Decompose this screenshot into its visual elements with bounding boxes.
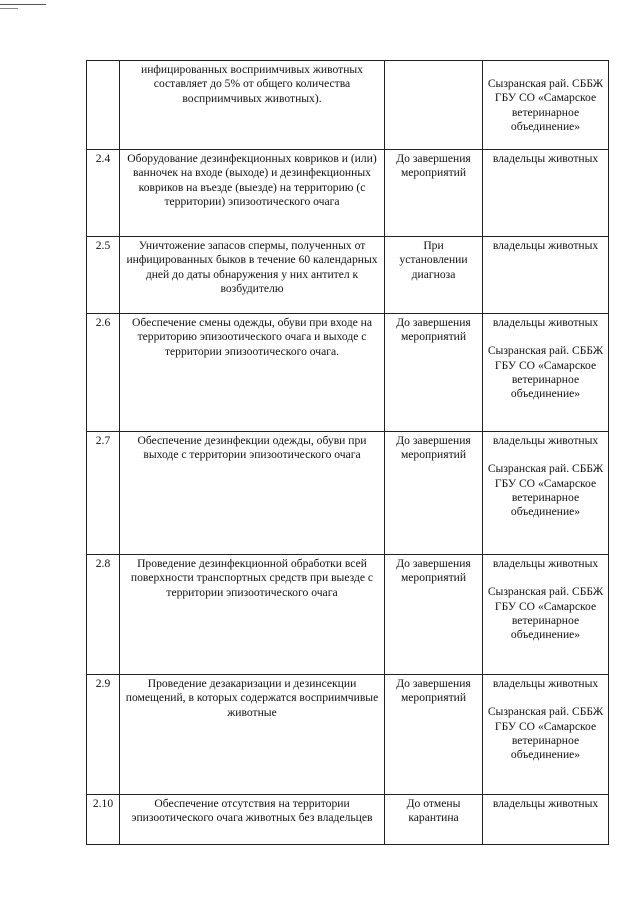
responsible-text: владельцы животных bbox=[492, 152, 599, 165]
responsible-text: Сызранская рай. СББЖ ГБУ СО «Самарское ветеринарное объединение» bbox=[487, 705, 604, 762]
row-term: До завершения мероприятий bbox=[385, 314, 483, 432]
row-action: Обеспечение отсутствия на территории эпизоотического очага животных без владельцев bbox=[120, 795, 385, 845]
row-action: Проведение дезинфекционной обработки всей поверхности транспортных средств при выезде с территории эпизоотического очага bbox=[120, 555, 385, 675]
row-number: 2.6 bbox=[87, 314, 120, 432]
row-term: До завершения мероприятий bbox=[385, 555, 483, 675]
row-action: инфицированных восприимчивых животных составляет до 5% от общего количества восприимчивых животных). bbox=[120, 61, 385, 150]
table-row bbox=[87, 237, 609, 314]
row-number: 2.8 bbox=[87, 555, 120, 675]
responsible-text: Сызранская рай. СББЖ ГБУ СО «Самарское ветеринарное объединение» bbox=[487, 585, 604, 642]
row-number: 2.7 bbox=[87, 432, 120, 555]
row-term: До завершения мероприятий bbox=[385, 150, 483, 237]
row-number: 2.10 bbox=[87, 795, 120, 845]
row-term: До отмены карантина bbox=[385, 795, 483, 845]
responsible-text: Сызранская рай. СББЖ ГБУ СО «Самарское ветеринарное объединение» bbox=[487, 462, 604, 519]
row-action: Обеспечение дезинфекции одежды, обуви при выходе с территории эпизоотического очага bbox=[120, 432, 385, 555]
table-row bbox=[87, 61, 609, 150]
row-responsible bbox=[483, 237, 609, 314]
table-row bbox=[87, 555, 609, 675]
row-action: Оборудование дезинфекционных ковриков и (или) ванночек на входе (выходе) и дезинфекционных ковриков на въезде (выезде) на территорию (с территории) эпизоотического очага bbox=[120, 150, 385, 237]
row-number bbox=[87, 61, 120, 150]
table-row bbox=[87, 150, 609, 237]
row-term: До завершения мероприятий bbox=[385, 675, 483, 795]
table-row bbox=[87, 795, 609, 845]
responsible-text: Сызранская рай. СББЖ ГБУ СО «Самарское ветеринарное объединение» bbox=[487, 344, 604, 401]
row-action: Проведение дезакаризации и дезинсекции помещений, в которых содержатся восприимчивые животные bbox=[120, 675, 385, 795]
row-responsible bbox=[483, 314, 609, 432]
responsible-text: владельцы животных bbox=[492, 797, 599, 810]
table-row bbox=[87, 314, 609, 432]
scan-corner-mark bbox=[0, 4, 46, 5]
row-term: При установлении диагноза bbox=[385, 237, 483, 314]
measures-table bbox=[86, 60, 609, 845]
row-responsible bbox=[483, 150, 609, 237]
row-action: Уничтожение запасов спермы, полученных от инфицированных быков в течение 60 календарных дней до даты обнаружения у них антител к возбудителю bbox=[120, 237, 385, 314]
row-number: 2.4 bbox=[87, 150, 120, 237]
row-number: 2.5 bbox=[87, 237, 120, 314]
row-term bbox=[385, 61, 483, 150]
table-row bbox=[87, 675, 609, 795]
row-responsible bbox=[483, 675, 609, 795]
responsible-text: владельцы животных bbox=[492, 239, 599, 252]
row-responsible bbox=[483, 432, 609, 555]
row-action: Обеспечение смены одежды, обуви при входе на территорию эпизоотического очага и выходе с территории эпизоотического очага. bbox=[120, 314, 385, 432]
responsible-text: владельцы животных bbox=[492, 434, 599, 447]
row-responsible bbox=[483, 61, 609, 150]
row-number: 2.9 bbox=[87, 675, 120, 795]
responsible-text: владельцы животных bbox=[492, 677, 599, 690]
responsible-text: Сызранская рай. СББЖ ГБУ СО «Самарское ветеринарное объединение» bbox=[487, 77, 604, 133]
row-responsible bbox=[483, 795, 609, 845]
scan-corner-mark bbox=[0, 8, 18, 9]
row-term: До завершения мероприятий bbox=[385, 432, 483, 555]
responsible-text: владельцы животных bbox=[492, 557, 599, 570]
row-responsible bbox=[483, 555, 609, 675]
table-row bbox=[87, 432, 609, 555]
responsible-text: владельцы животных bbox=[492, 316, 599, 329]
